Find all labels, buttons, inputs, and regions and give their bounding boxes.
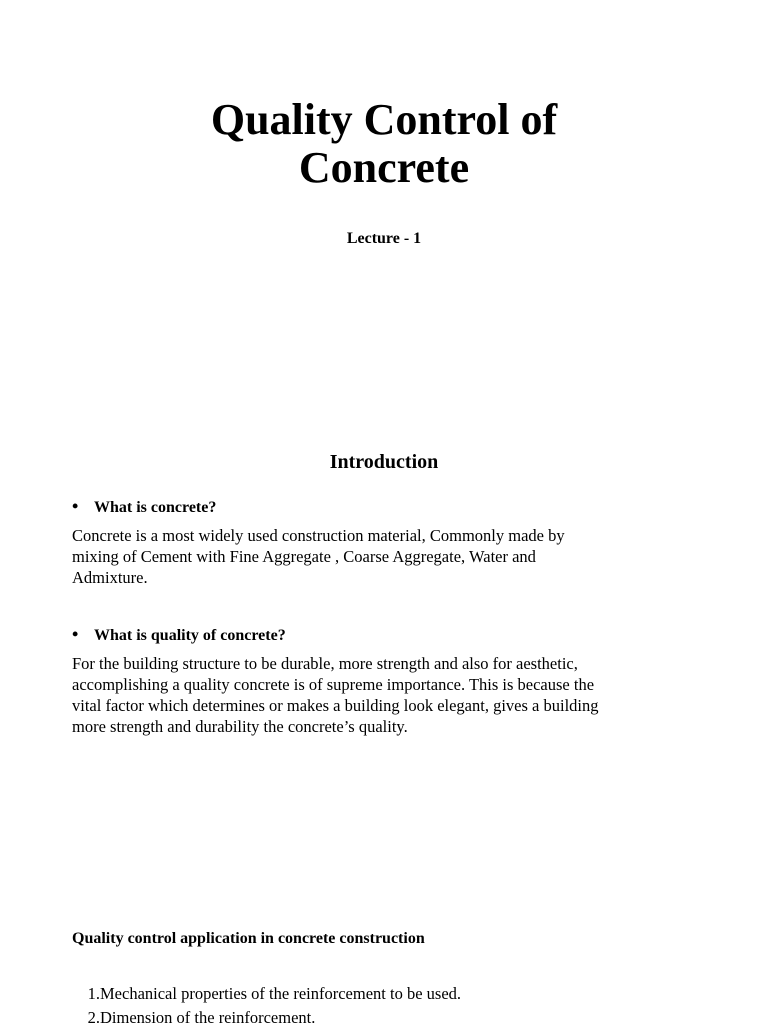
introduction-heading: Introduction <box>329 451 439 473</box>
list-item <box>72 1006 491 1030</box>
question-what-is-quality <box>72 624 286 645</box>
list-item-text: Dimension of the reinforcement. <box>100 1008 316 1027</box>
qc-application-list <box>72 982 491 1030</box>
lecture-subtitle: Lecture - 1 <box>346 230 422 247</box>
list-item-text: Mechanical properties of the reinforcement to be used. <box>100 984 462 1003</box>
list-item-number: 1. <box>87 984 100 1003</box>
document-title <box>0 96 768 192</box>
answer-what-is-concrete <box>72 525 712 588</box>
title-line-2: Concrete <box>298 143 470 192</box>
answer-line: For the building structure to be durable, more strength and also for aesthetic, <box>72 654 578 673</box>
answer-line: Admixture. <box>72 568 148 587</box>
question-text: What is concrete? <box>94 499 217 516</box>
list-item <box>72 982 491 1006</box>
answer-line: more strength and durability the concrete’s quality. <box>72 717 408 736</box>
bullet-icon: • <box>72 624 79 644</box>
list-item-number: 2. <box>87 1008 100 1027</box>
qc-application-heading: Quality control application in concrete construction <box>72 930 425 947</box>
answer-what-is-quality <box>72 653 712 737</box>
answer-line: accomplishing a quality concrete is of supreme importance. This is because the <box>72 675 595 694</box>
question-text: What is quality of concrete? <box>94 627 286 644</box>
answer-line: mixing of Cement with Fine Aggregate , Coarse Aggregate, Water and <box>72 547 536 566</box>
title-line-1: Quality Control of <box>210 95 558 144</box>
question-what-is-concrete <box>72 496 216 517</box>
answer-line: vital factor which determines or makes a building look elegant, gives a building <box>72 696 599 715</box>
bullet-icon: • <box>72 496 79 516</box>
answer-line: Concrete is a most widely used construction material, Commonly made by <box>72 526 565 545</box>
